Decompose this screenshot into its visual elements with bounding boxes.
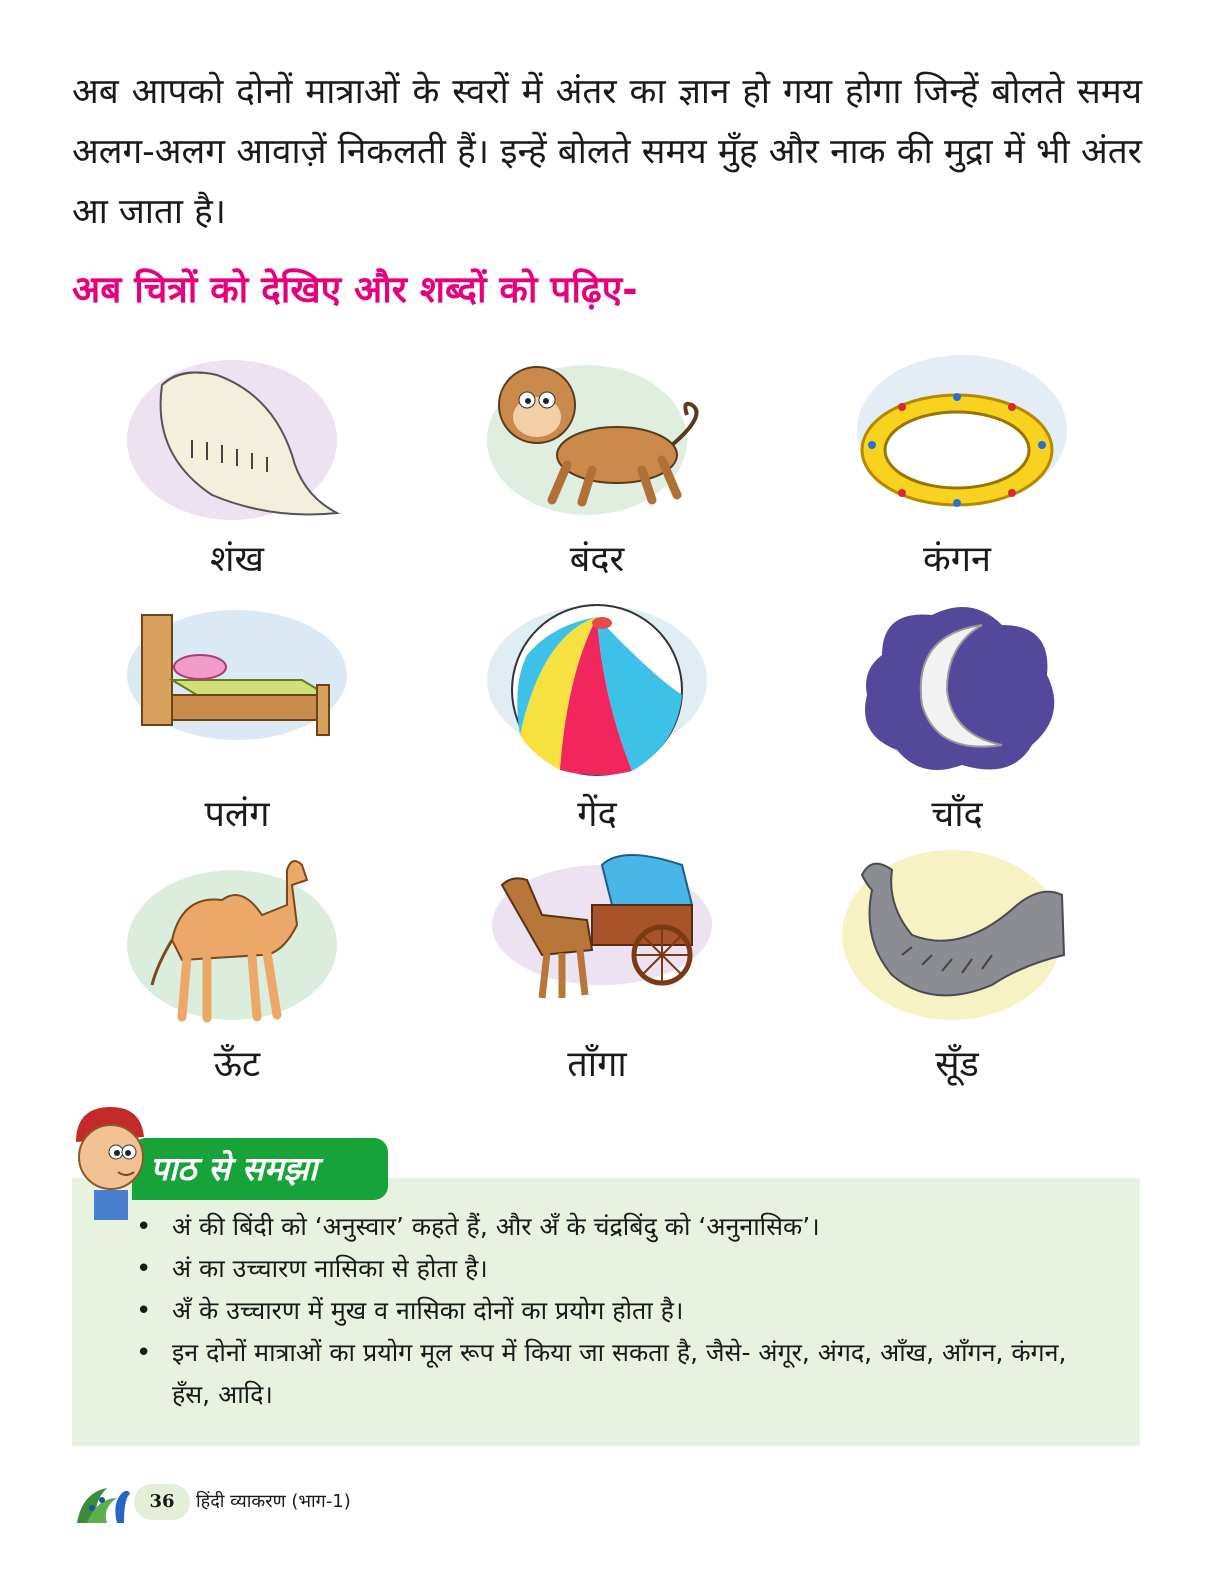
ball-icon	[482, 595, 712, 780]
picture-card-trunk	[792, 845, 1152, 1095]
book-title: हिंदी व्याकरण (भाग-1)	[196, 1491, 351, 1512]
picture-word: चाँद	[931, 794, 983, 835]
conch-shell-icon	[122, 345, 352, 530]
camel-icon	[122, 845, 352, 1030]
picture-word: पलंग	[204, 794, 270, 835]
picture-card-bed	[72, 595, 432, 845]
picture-word: गेंद	[577, 794, 617, 835]
boy-mascot-icon	[66, 1102, 156, 1222]
summary-point: • अं की बिंदी को ‘अनुस्वार’ कहते हैं, और अँ के चंद्रबिंदु को ‘अनुनासिक’।	[172, 1206, 1110, 1248]
intro-paragraph: अब आपको दोनों मात्राओं के स्वरों में अंतर का ज्ञान हो गया होगा जिन्हें बोलते समय अलग-अलग आवाज़ें निकलती हैं। इन्हें बोलते समय मुँह और नाक की मुद्रा में भी अंतर आ जाता है।	[72, 72, 1142, 232]
picture-word: सूँड	[935, 1044, 979, 1085]
moon-icon	[842, 595, 1072, 780]
bangle-icon	[842, 345, 1072, 530]
page-footer	[72, 1478, 472, 1528]
picture-word: ताँगा	[567, 1044, 627, 1085]
picture-word: शंख	[210, 539, 264, 580]
horse-cart-icon	[482, 845, 712, 1030]
picture-card-conch	[72, 345, 432, 595]
section-heading: अब चित्रों को देखिए और शब्दों को पढ़िए-	[72, 268, 638, 311]
summary-title: पाठ से समझा	[132, 1138, 388, 1200]
picture-word: ऊँट	[213, 1044, 261, 1085]
bed-icon	[122, 595, 352, 780]
picture-card-moon	[792, 595, 1152, 845]
picture-grid	[72, 345, 1152, 1095]
summary-list	[72, 1178, 1140, 1416]
picture-word: कंगन	[923, 539, 991, 580]
peacock-icon	[72, 1478, 134, 1528]
page-number: 36	[134, 1484, 190, 1520]
summary-point: • इन दोनों मात्राओं का प्रयोग मूल रूप में किया जा सकता है, जैसे- अंगूर, अंगद, आँख, आँगन, कंगन, हँस, आदि।	[172, 1332, 1110, 1416]
picture-card-monkey	[432, 345, 792, 595]
summary-box	[72, 1178, 1140, 1446]
picture-card-ball	[432, 595, 792, 845]
picture-card-bangle	[792, 345, 1152, 595]
picture-card-camel	[72, 845, 432, 1095]
picture-card-tonga	[432, 845, 792, 1095]
summary-point: • अं का उच्चारण नासिका से होता है।	[172, 1248, 1110, 1290]
picture-word: बंदर	[569, 539, 625, 580]
summary-point: • अँ के उच्चारण में मुख व नासिका दोनों का प्रयोग होता है।	[172, 1290, 1110, 1332]
trunk-icon	[842, 845, 1072, 1030]
monkey-icon	[482, 345, 712, 530]
